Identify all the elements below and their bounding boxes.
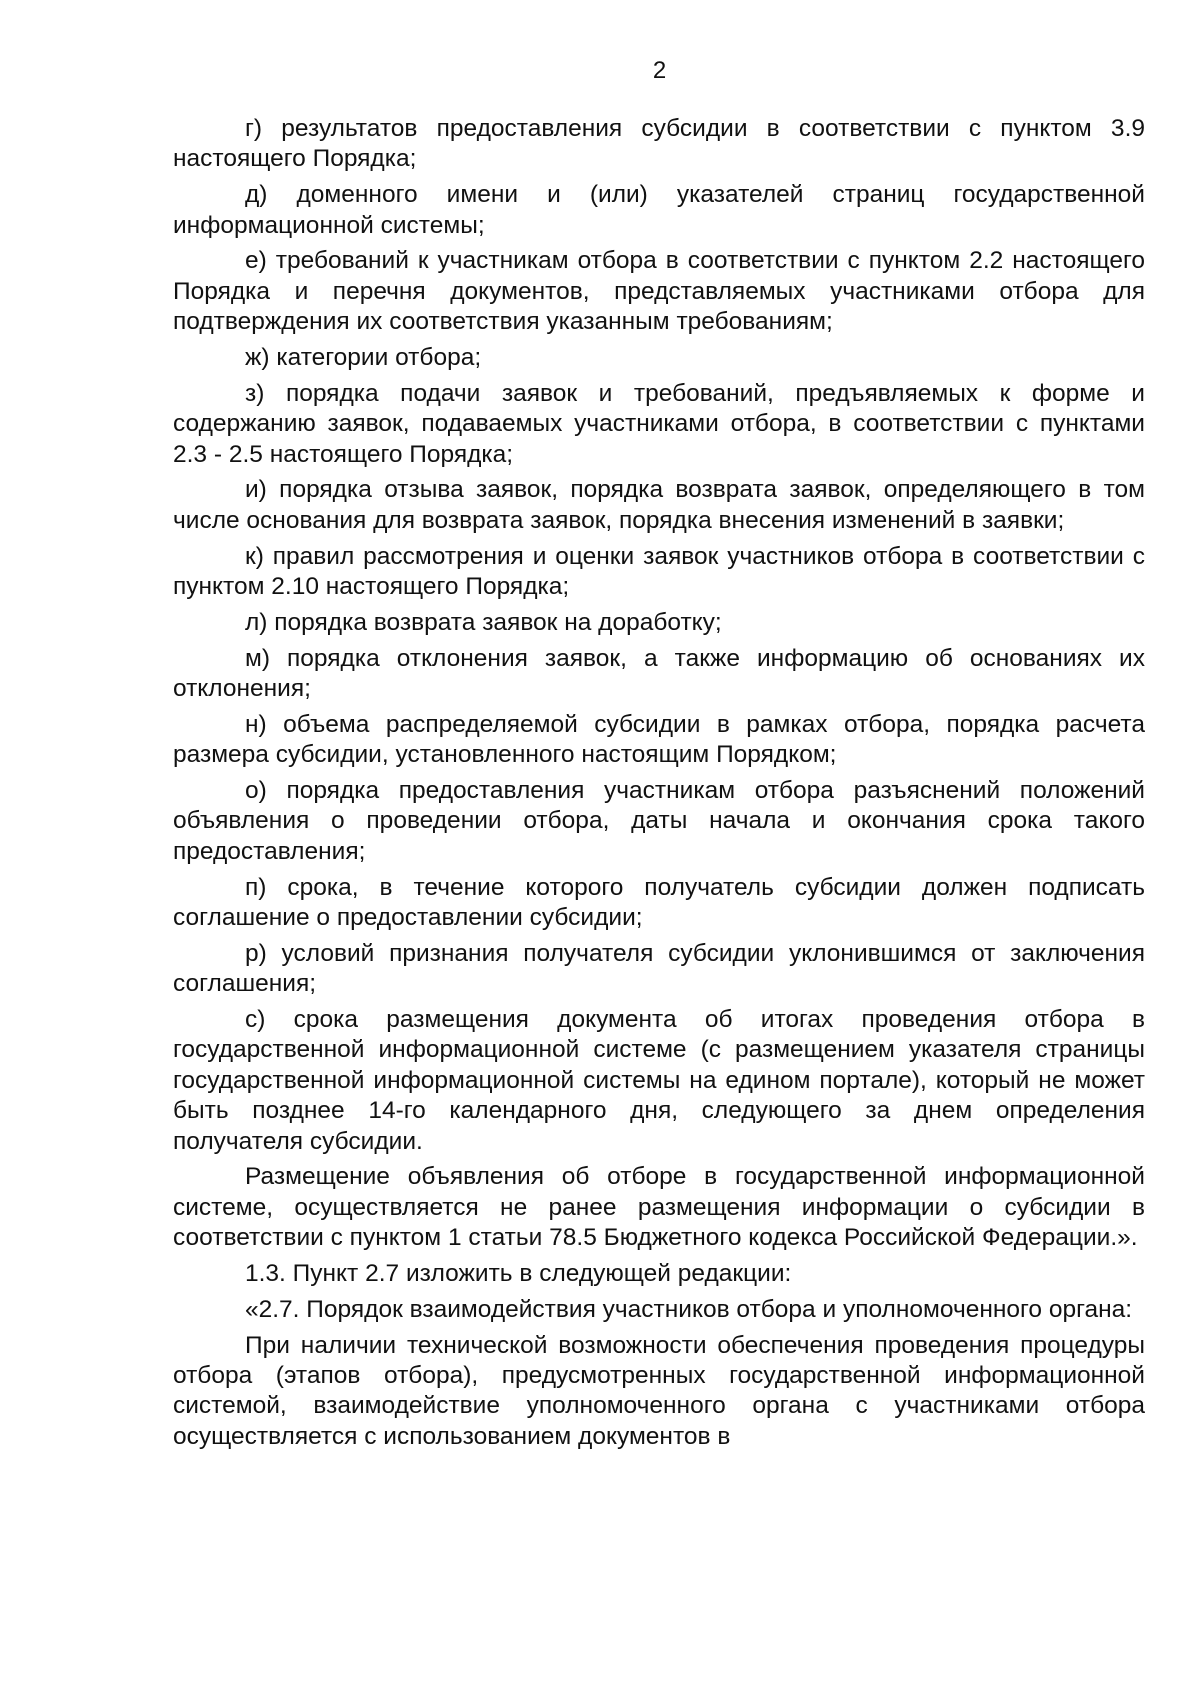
paragraph-o: о) порядка предоставления участникам отбора разъяснений положений объявления о проведении отбора, даты начала и окончания срока такого предоставления; (173, 777, 1145, 865)
paragraph-p: п) срока, в течение которого получатель субсидии должен подписать соглашение о предоставлении субсидии; (173, 873, 1145, 932)
paragraph-d: д) доменного имени и (или) указателей страниц государственной информационной системы; (173, 181, 1145, 239)
paragraph-2-7: «2.7. Порядок взаимодействия участников отбора и уполномоченного органа: (245, 1295, 1133, 1323)
document-body (173, 114, 1145, 1458)
paragraph-r: р) условий признания получателя субсидии уклонившимся от заключения соглашения; (173, 939, 1145, 998)
paragraph-e: е) требований к участникам отбора в соответствии с пунктом 2.2 настоящего Порядка и перечня документов, представляемых участниками отбора для подтверждения их соответствия указанным требованиям; (173, 247, 1145, 336)
paragraph-placement: Размещение объявления об отборе в государственной информационной системе, осуществляется не ранее размещения информации о субсидии в соответствии с пунктом 1 статьи 78.5 Бюджетного кодекса Российской Федерации.». (173, 1163, 1145, 1252)
paragraph-m: м) порядка отклонения заявок, а также информацию об основаниях их отклонения; (173, 644, 1145, 703)
paragraph-1-3: 1.3. Пункт 2.7 изложить в следующей редакции: (245, 1260, 792, 1288)
paragraph-z: з) порядка подачи заявок и требований, предъявляемых к форме и содержанию заявок, подаваемых участниками отбора, в соответствии с пунктами 2.3 - 2.5 настоящего Порядка; (173, 379, 1145, 468)
page-number: 2 (652, 57, 667, 84)
paragraph-g: г) результатов предоставления субсидии в соответствии с пунктом 3.9 настоящего Порядка; (173, 115, 1145, 173)
paragraph-i: и) порядка отзыва заявок, порядка возврата заявок, определяющего в том числе основания для возврата заявок, порядка внесения изменений в заявки; (173, 476, 1145, 534)
paragraph-l: л) порядка возврата заявок на доработку; (245, 608, 722, 636)
paragraph-k: к) правил рассмотрения и оценки заявок участников отбора в соответствии с пунктом 2.10 настоящего Порядка; (173, 542, 1145, 601)
paragraph-s: с) срока размещения документа об итогах проведения отбора в государственной информационной системе (с размещением указателя страницы государственной информационной системы на едином портале), который не может быть позднее 14-го календарного дня, следующего за днем определения получателя субсидии. (173, 1006, 1145, 1155)
paragraph-n: н) объема распределяемой субсидии в рамках отбора, порядка расчета размера субсидии, установленного настоящим Порядком; (173, 710, 1145, 769)
paragraph-zh: ж) категории отбора; (245, 344, 482, 372)
paragraph-technical: При наличии технической возможности обеспечения проведения процедуры отбора (этапов отбора), предусмотренных государственной информационной системой, взаимодействие уполномоченного органа с участниками отбора осуществляется с использованием документов в (173, 1331, 1145, 1450)
